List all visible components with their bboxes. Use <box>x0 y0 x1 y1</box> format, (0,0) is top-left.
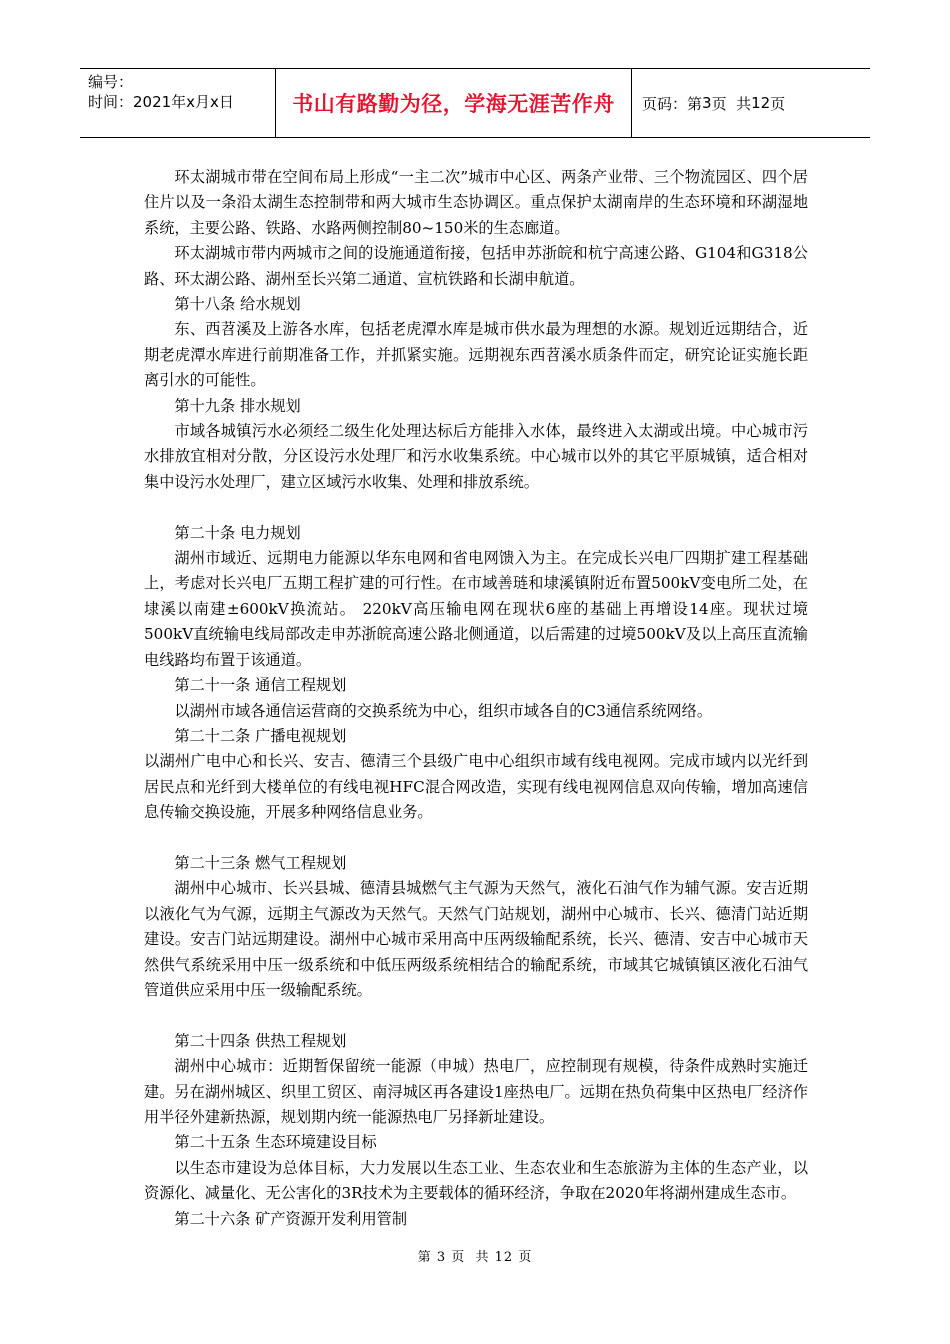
document-body <box>144 165 808 1232</box>
article-19-text: 市域各城镇污水必须经二级生化处理达标后方能排入水体，最终进入太湖或出境。中心城市污水排放宜相对分散，分区设污水处理厂和污水收集系统。中心城市以外的其它平原城镇，适合相对集中设污水处理厂，建立区域污水收集、处理和排放系统。 <box>144 422 808 491</box>
article-23-heading: 第二十三条 燃气工程规划 <box>174 853 347 872</box>
header-page-total: 12 <box>751 94 771 112</box>
header-page-indicator <box>632 69 870 137</box>
article-22-text: 以湖州广电中心和长兴、安吉、德清三个县级广电中心组织市域有线电视网。完成市域内以光纤到居民点和光纤到大楼单位的有线电视HFC混合网改造，实现有线电视网信息双向传输，增加高速信息传输交换设施，开展多种网络信息业务。 <box>144 752 808 822</box>
footer-page-suffix: 页 <box>518 1250 533 1265</box>
header-meta <box>80 69 276 137</box>
footer-page-current: 3 <box>436 1250 447 1265</box>
article-18-heading: 第十八条 给水规划 <box>174 295 301 314</box>
blank-line <box>144 826 808 851</box>
document-number-label: 编号： <box>88 73 134 91</box>
article-23-text: 湖州中心城市、长兴县城、德清县城燃气主气源为天然气，液化石油气作为辅气源。安吉近期以液化气为气源，远期主气源改为天然气。天然气门站规划，湖州中心城市、长兴、德清门站近期建设。安吉门站远期建设。湖州中心城市采用高中压两级输配系统，长兴、德清、安吉中心城市天然供气系统采用中压一级系统和中低压两级系统相结合的输配系统，市域其它城镇镇区液化石油气管道供应采用中压一级输配系统。 <box>144 879 808 999</box>
article-22-heading: 第二十二条 广播电视规划 <box>174 726 347 745</box>
header-page-current: 3 <box>702 94 712 112</box>
header-page-prefix: 页码：第 <box>642 94 703 113</box>
blank-line <box>144 495 808 520</box>
page-header <box>80 68 870 138</box>
page-footer <box>0 1246 950 1265</box>
header-motto: 书山有路勤为径，学海无涯苦作舟 <box>276 69 632 137</box>
footer-page-mid: 页 共 <box>451 1250 490 1265</box>
footer-page-prefix: 第 <box>417 1250 432 1265</box>
header-page-suffix: 页 <box>770 94 786 113</box>
header-page-mid: 页 共 <box>711 94 752 113</box>
footer-page-total: 12 <box>494 1250 514 1265</box>
article-25-text: 以生态市建设为总体目标，大力发展以生态工业、生态农业和生态旅游为主体的生态产业，以资源化、减量化、无公害化的3R技术为主要载体的循环经济，争取在2020年将湖州建成生态市。 <box>144 1158 808 1203</box>
article-24-text: 湖州中心城市：近期暂保留统一能源（申城）热电厂，应控制现有规模，待条件成熟时实施迁建。另在湖州城区、织里工贸区、南浔城区再各建设1座热电厂。远期在热负荷集中区热电厂经济作用半径外建新热源，规划期内统一能源热电厂另择新址建设。 <box>144 1057 808 1126</box>
article-20-heading: 第二十条 电力规划 <box>174 523 301 542</box>
article-19-heading: 第十九条 排水规划 <box>174 396 301 415</box>
article-25-heading: 第二十五条 生态环境建设目标 <box>174 1133 377 1152</box>
article-21-text: 以湖州市域各通信运营商的交换系统为中心，组织市域各自的C3通信系统网络。 <box>174 701 713 720</box>
article-24-heading: 第二十四条 供热工程规划 <box>174 1031 347 1050</box>
article-18-text: 东、西苕溪及上游各水库，包括老虎潭水库是城市供水最为理想的水源。规划近远期结合，近期老虎潭水库进行前期准备工作，并抓紧实施。远期视东西苕溪水质条件而定，研究论证实施长距离引水的可能性。 <box>144 320 808 390</box>
document-date: 时间：2021年x月x日 <box>88 93 234 111</box>
article-26-heading: 第二十六条 矿产资源开发利用管制 <box>174 1209 408 1228</box>
paragraph-urban-belt-layout: 环太湖城市带在空间布局上形成“一主二次”城市中心区、两条产业带、三个物流园区、四个居住片以及一条沿太湖生态控制带和两大城市生态协调区。重点保护太湖南岸的生态环境和环湖湿地系统，主要公路、铁路、水路两侧控制80~150米的生态廊道。 <box>144 168 808 237</box>
paragraph-urban-belt-channels: 环太湖城市带内两城市之间的设施通道衔接，包括申苏浙皖和杭宁高速公路、G104和G318公路、环太湖公路、湖州至长兴第二通道、宣杭铁路和长湖申航道。 <box>144 244 808 288</box>
article-21-heading: 第二十一条 通信工程规划 <box>174 676 347 695</box>
blank-line <box>144 1003 808 1028</box>
article-20-text: 湖州市域近、远期电力能源以华东电网和省电网馈入为主。在完成长兴电厂四期扩建工程基础上，考虑对长兴电厂五期工程扩建的可行性。在市域善琏和埭溪镇附近布置500kV变电所二处，在埭溪以南建±600kV换流站。 220kV高压输电网在现状6座的基础上再增设14座。现状过境500kV直统输电线局部改走申苏浙皖高速公路北侧通道，以后需建的过境500kV及以上高压直流输电线路均布置于该通道。 <box>144 549 808 669</box>
